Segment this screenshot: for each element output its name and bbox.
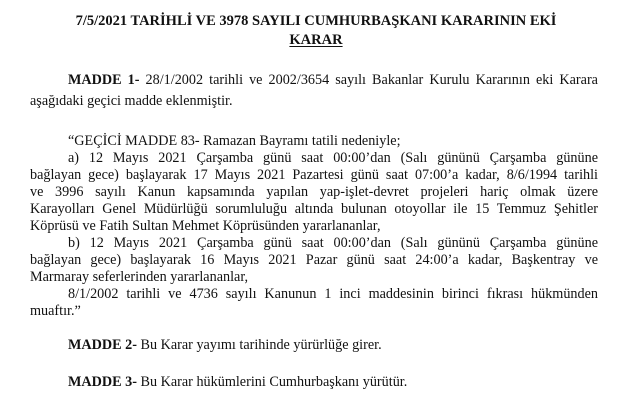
clause-a-line-5: Köprüsü ve Fatih Sultan Mehmet Köprüsünden yararlananlar,	[30, 218, 381, 234]
clause-b-line-2: bağlayan gece) başlayarak 16 Mayıs 2021 Pazar günü saat 24:00’a kadar, Başkentray ve	[30, 252, 598, 268]
article-2-text: Bu Karar yayımı tarihinde yürürlüğe girer.	[136, 337, 382, 353]
clause-a-line-2: bağlayan gece) başlayarak 17 Mayıs 2021 Pazartesi günü saat 07:00’a kadar, 8/6/1994 tarihli	[30, 167, 598, 183]
clause-b-line-3: Marmaray seferlerinden yararlananlar,	[30, 269, 249, 285]
document-subtitle-text: KARAR	[289, 32, 343, 48]
article-1-label: MADDE 1-	[68, 72, 140, 88]
article-2	[68, 337, 382, 354]
article-3-text: Bu Karar hükümlerini Cumhurbaşkanı yürütür.	[136, 374, 408, 390]
article-1-line-2: aşağıdaki geçici madde eklenmiştir.	[30, 93, 233, 109]
document-title: 7/5/2021 TARİHLİ VE 3978 SAYILI CUMHURBAŞKANI KARARININ EKİ	[75, 13, 557, 29]
document-subtitle	[0, 31, 632, 49]
article-2-label: MADDE 2-	[68, 337, 137, 353]
article-3	[68, 374, 407, 391]
clause-a-line-4: Karayolları Genel Müdürlüğü sorumluluğu altında bulunan otoyollar ile 15 Temmuz Şehitler	[30, 201, 598, 217]
article-1-line-1	[68, 72, 598, 89]
closing-line-1: 8/1/2002 tarihli ve 4736 sayılı Kanunun 1 inci maddesinin birinci fıkrası hükmünden	[68, 286, 598, 302]
clause-a-line-1: a) 12 Mayıs 2021 Çarşamba günü saat 00:00’dan (Salı gününü Çarşamba gününe	[68, 150, 598, 166]
article-1-text: 28/1/2002 tarihli ve 2002/3654 sayılı Bakanlar Kurulu Kararının eki Karara	[139, 72, 598, 88]
clause-a-line-3: ve 3996 sayılı Kanun kapsamında yapılan yap-işlet-devret projeleri hariç olmak üzere	[30, 184, 598, 200]
closing-line-2: muaftır.”	[30, 303, 81, 319]
provisional-article-heading: “GEÇİCİ MADDE 83- Ramazan Bayramı tatili nedeniyle;	[68, 133, 401, 149]
article-3-label: MADDE 3-	[68, 374, 137, 390]
clause-b-line-1: b) 12 Mayıs 2021 Çarşamba günü saat 00:00’dan (Salı gününü Çarşamba gününe	[68, 235, 598, 251]
